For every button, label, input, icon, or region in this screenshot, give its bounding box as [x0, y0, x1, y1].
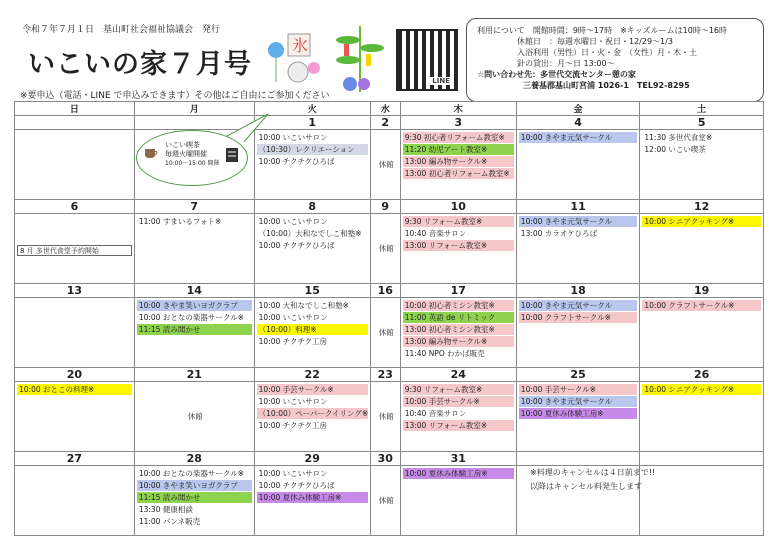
date-number: 14 [134, 284, 254, 298]
closed-label: 休館 [187, 412, 203, 421]
event-item: 10:00 きやま笑いヨガクラブ [137, 480, 252, 491]
date-number: 28 [134, 452, 254, 466]
closed-label: 休館 [378, 496, 394, 505]
event-item: 10:00 きやま元気サークル [519, 396, 638, 407]
day-cell [15, 382, 135, 452]
svg-text:氷: 氷 [292, 36, 309, 55]
event-item: 13:00 初心者ミシン教室※ [403, 324, 514, 335]
events-row [15, 130, 764, 200]
day-cell [254, 382, 370, 452]
date-number: 1 [254, 116, 370, 130]
event-item: 13:00 カラオケひろば [520, 229, 598, 238]
date-row [15, 284, 764, 298]
closed-label: 休館 [378, 160, 394, 169]
events-row [15, 214, 764, 284]
date-number: 15 [254, 284, 370, 298]
event-item: 10:00 いこいサロン [258, 313, 328, 322]
cafe-title: いこい喫茶 [165, 141, 200, 149]
date-number: 26 [640, 368, 764, 382]
signup-note: ※要申込（電話・LINE で申込みできます）その他はご自由にご参加ください [20, 91, 330, 101]
date-row [15, 200, 764, 214]
event-item: 10:00 いこいサロン [258, 217, 328, 226]
qr-label: LINE [432, 77, 450, 85]
date-row [15, 368, 764, 382]
event-item: 9:30 初心者リフォーム教室※ [403, 132, 514, 143]
event-item: 10:00 手芸サークル※ [257, 384, 368, 395]
event-item: （10:00）ペーパークイリング※ [258, 409, 368, 418]
weekday-3: 水 [370, 102, 400, 116]
weekday-1: 月 [134, 102, 254, 116]
day-cell [134, 466, 254, 536]
event-item: 9:30 リフォーム教室※ [403, 384, 514, 395]
date-number: 19 [640, 284, 764, 298]
line-qr-code[interactable] [396, 29, 458, 91]
day-cell [254, 466, 370, 536]
day-cell [640, 382, 764, 452]
event-item: 10:40 音楽サロン [404, 409, 467, 418]
date-number: 9 [370, 200, 400, 214]
info-line: ☆問い合わせ先：多世代交流センター憩の家 [477, 70, 636, 79]
event-item: 10:00 夏休み体験工房※ [403, 468, 514, 479]
event-item: 10:00 チクチクひろば [258, 241, 335, 250]
day-cell [15, 466, 135, 536]
day-cell [516, 298, 640, 368]
day-cell [254, 214, 370, 284]
events-row [15, 298, 764, 368]
event-item: 11:15 読み聞かせ [137, 324, 252, 335]
cafe-schedule: 毎週火曜開催 [165, 150, 207, 158]
day-cell [15, 214, 135, 284]
event-item: 10:00 クラフトサークル※ [519, 312, 638, 323]
event-item: 10:00 チクチクひろば [258, 157, 335, 166]
date-number: 18 [516, 284, 640, 298]
date-number: 24 [400, 368, 516, 382]
day-cell [15, 130, 135, 200]
date-row [15, 452, 764, 466]
date-number: 8 [254, 200, 370, 214]
event-item: 10:00 大和なでしこ和塾※ [258, 301, 349, 310]
cancel-line: 以降はキャンセル料発生します [530, 482, 642, 491]
event-item: 11:15 読み聞かせ [137, 492, 252, 503]
event-item: 10:00 シニアクッキング※ [642, 216, 761, 227]
day-cell [516, 382, 640, 452]
date-number: 7 [134, 200, 254, 214]
cancel-note [530, 466, 730, 494]
date-number: 12 [640, 200, 764, 214]
event-item: 13:00 編み物サークル※ [403, 336, 514, 347]
event-item: 10:00 おとなの楽器サークル※ [138, 469, 244, 478]
event-item: 11:00 すまいるフォト※ [138, 217, 222, 226]
date-number: 30 [370, 452, 400, 466]
day-cell [400, 466, 516, 536]
day-cell [640, 130, 764, 200]
date-number: 20 [15, 368, 135, 382]
date-number: 16 [370, 284, 400, 298]
event-item: 11:00 パンネ販売 [138, 517, 201, 526]
date-number [640, 452, 764, 466]
date-number: 13 [15, 284, 135, 298]
event-item: 10:00 きやま元気サークル [519, 300, 638, 311]
event-item: 10:00 きやま元気サークル [519, 132, 638, 143]
weekday-0: 日 [15, 102, 135, 116]
event-item: 10:00 初心者ミシン教室※ [403, 300, 514, 311]
weekday-5: 金 [516, 102, 640, 116]
day-cell [400, 214, 516, 284]
date-number: 27 [15, 452, 135, 466]
closed-label: 休館 [378, 412, 394, 421]
date-number: 2 [370, 116, 400, 130]
event-item: 11:20 幼児アート教室※ [403, 144, 514, 155]
day-cell [134, 382, 254, 452]
day-cell [516, 130, 640, 200]
event-item: 11:40 NPO わかば販売 [404, 349, 485, 358]
info-box [466, 18, 764, 102]
day-cell [516, 214, 640, 284]
event-item: 10:00 チクチクひろば [258, 481, 335, 490]
weekday-4: 木 [400, 102, 516, 116]
event-item: 8 月 多世代食堂予約開始 [17, 245, 132, 256]
date-row [15, 116, 764, 130]
info-line: 休館日 ：毎週水曜日・祝日・12/29〜1/3 [517, 37, 673, 46]
event-item: （10:30）レクリエーション [257, 144, 368, 155]
event-item: （10:00）料理※ [257, 324, 368, 335]
info-line: 針の貸出：月〜日 13:00〜 [517, 59, 615, 68]
event-item: 10:00 きやま元気サークル [519, 216, 638, 227]
date-number: 3 [400, 116, 516, 130]
weekday-2: 火 [254, 102, 370, 116]
summer-toys-icon [262, 28, 328, 86]
day-cell [15, 298, 135, 368]
event-item: 10:00 クラフトサークル※ [642, 300, 761, 311]
cafe-hours: 10:00〜15:00 開催 [165, 160, 220, 167]
date-number: 5 [640, 116, 764, 130]
event-item: 10:40 音楽サロン [404, 229, 467, 238]
day-cell [254, 298, 370, 368]
weekday-6: 土 [640, 102, 764, 116]
event-item: 9:30 リフォーム教室※ [403, 216, 514, 227]
day-cell [400, 130, 516, 200]
event-item: 10:00 いこいサロン [258, 133, 328, 142]
event-item: 10:00 夏休み体験工房※ [519, 408, 638, 419]
event-item: 10:00 手芸サークル※ [519, 384, 638, 395]
date-number: 17 [400, 284, 516, 298]
day-cell [400, 382, 516, 452]
event-item: 10:00 夏休み体験工房※ [257, 492, 368, 503]
event-item: 13:00 編み物サークル※ [403, 156, 514, 167]
day-cell [370, 130, 400, 200]
weekday-header [15, 102, 764, 116]
date-number: 22 [254, 368, 370, 382]
day-cell [370, 214, 400, 284]
event-item: 13:00 リフォーム教室※ [403, 240, 514, 251]
day-cell [640, 298, 764, 368]
menu-board-icon [225, 147, 239, 163]
day-cell [370, 298, 400, 368]
event-item: 13:30 健康相談 [138, 505, 193, 514]
day-cell [400, 298, 516, 368]
event-item: （10:00）大和なでしこ和塾※ [258, 229, 362, 238]
event-item: 11:30 多世代食堂※ [644, 133, 713, 142]
page-title: いこいの家７月号 [28, 49, 252, 80]
day-cell [134, 214, 254, 284]
date-number: 29 [254, 452, 370, 466]
events-row [15, 382, 764, 452]
day-cell [370, 466, 400, 536]
date-number: 23 [370, 368, 400, 382]
day-cell [640, 214, 764, 284]
event-item: 13:00 リフォーム教室※ [403, 420, 514, 431]
event-item: 12:00 いこい喫茶 [644, 145, 706, 154]
date-number [15, 116, 135, 130]
event-item: 10:00 きやま笑いヨガクラブ [137, 300, 252, 311]
day-cell [370, 382, 400, 452]
date-number: 21 [134, 368, 254, 382]
date-number: 4 [516, 116, 640, 130]
date-number: 6 [15, 200, 135, 214]
date-number [516, 452, 640, 466]
info-line: 入浴利用（男性）日・火・金 （女性）月・木・土 [517, 48, 697, 57]
event-item: 10:00 チクチク工房 [258, 337, 328, 346]
event-item: 11:00 英語 de リトミック [403, 312, 514, 323]
event-item: 13:00 初心者リフォーム教室※ [403, 168, 514, 179]
info-line: 三養基郡基山町宮浦 1026-1 TEL92-8295 [523, 81, 690, 90]
date-number: 11 [516, 200, 640, 214]
info-line: 利用について 開館時間：9時〜17時 ※キッズルームは10時〜16時 [477, 26, 728, 35]
cafe-bubble [136, 130, 248, 186]
event-item: 10:00 シニアクッキング※ [642, 384, 761, 395]
event-item: 10:00 おとこの料理※ [17, 384, 132, 395]
event-item: 10:00 チクチク工房 [258, 421, 328, 430]
cancel-line: ※料理のキャンセルは４日前まで!! [530, 468, 656, 477]
day-cell [134, 298, 254, 368]
tanabata-bamboo-icon [330, 26, 390, 92]
date-number: 25 [516, 368, 640, 382]
event-item: 10:00 おとなの楽器サークル※ [138, 313, 244, 322]
coffee-cup-icon [143, 145, 159, 159]
closed-label: 休館 [378, 328, 394, 337]
event-item: 10:00 いこいサロン [258, 397, 328, 406]
event-item: 10:00 手芸サークル※ [403, 396, 514, 407]
closed-label: 休館 [378, 244, 394, 253]
event-item: 10:00 いこいサロン [258, 469, 328, 478]
publisher-line: 令和７年７月１日 基山町社会福祉協議会 発行 [22, 25, 221, 35]
date-number: 31 [400, 452, 516, 466]
date-number: 10 [400, 200, 516, 214]
